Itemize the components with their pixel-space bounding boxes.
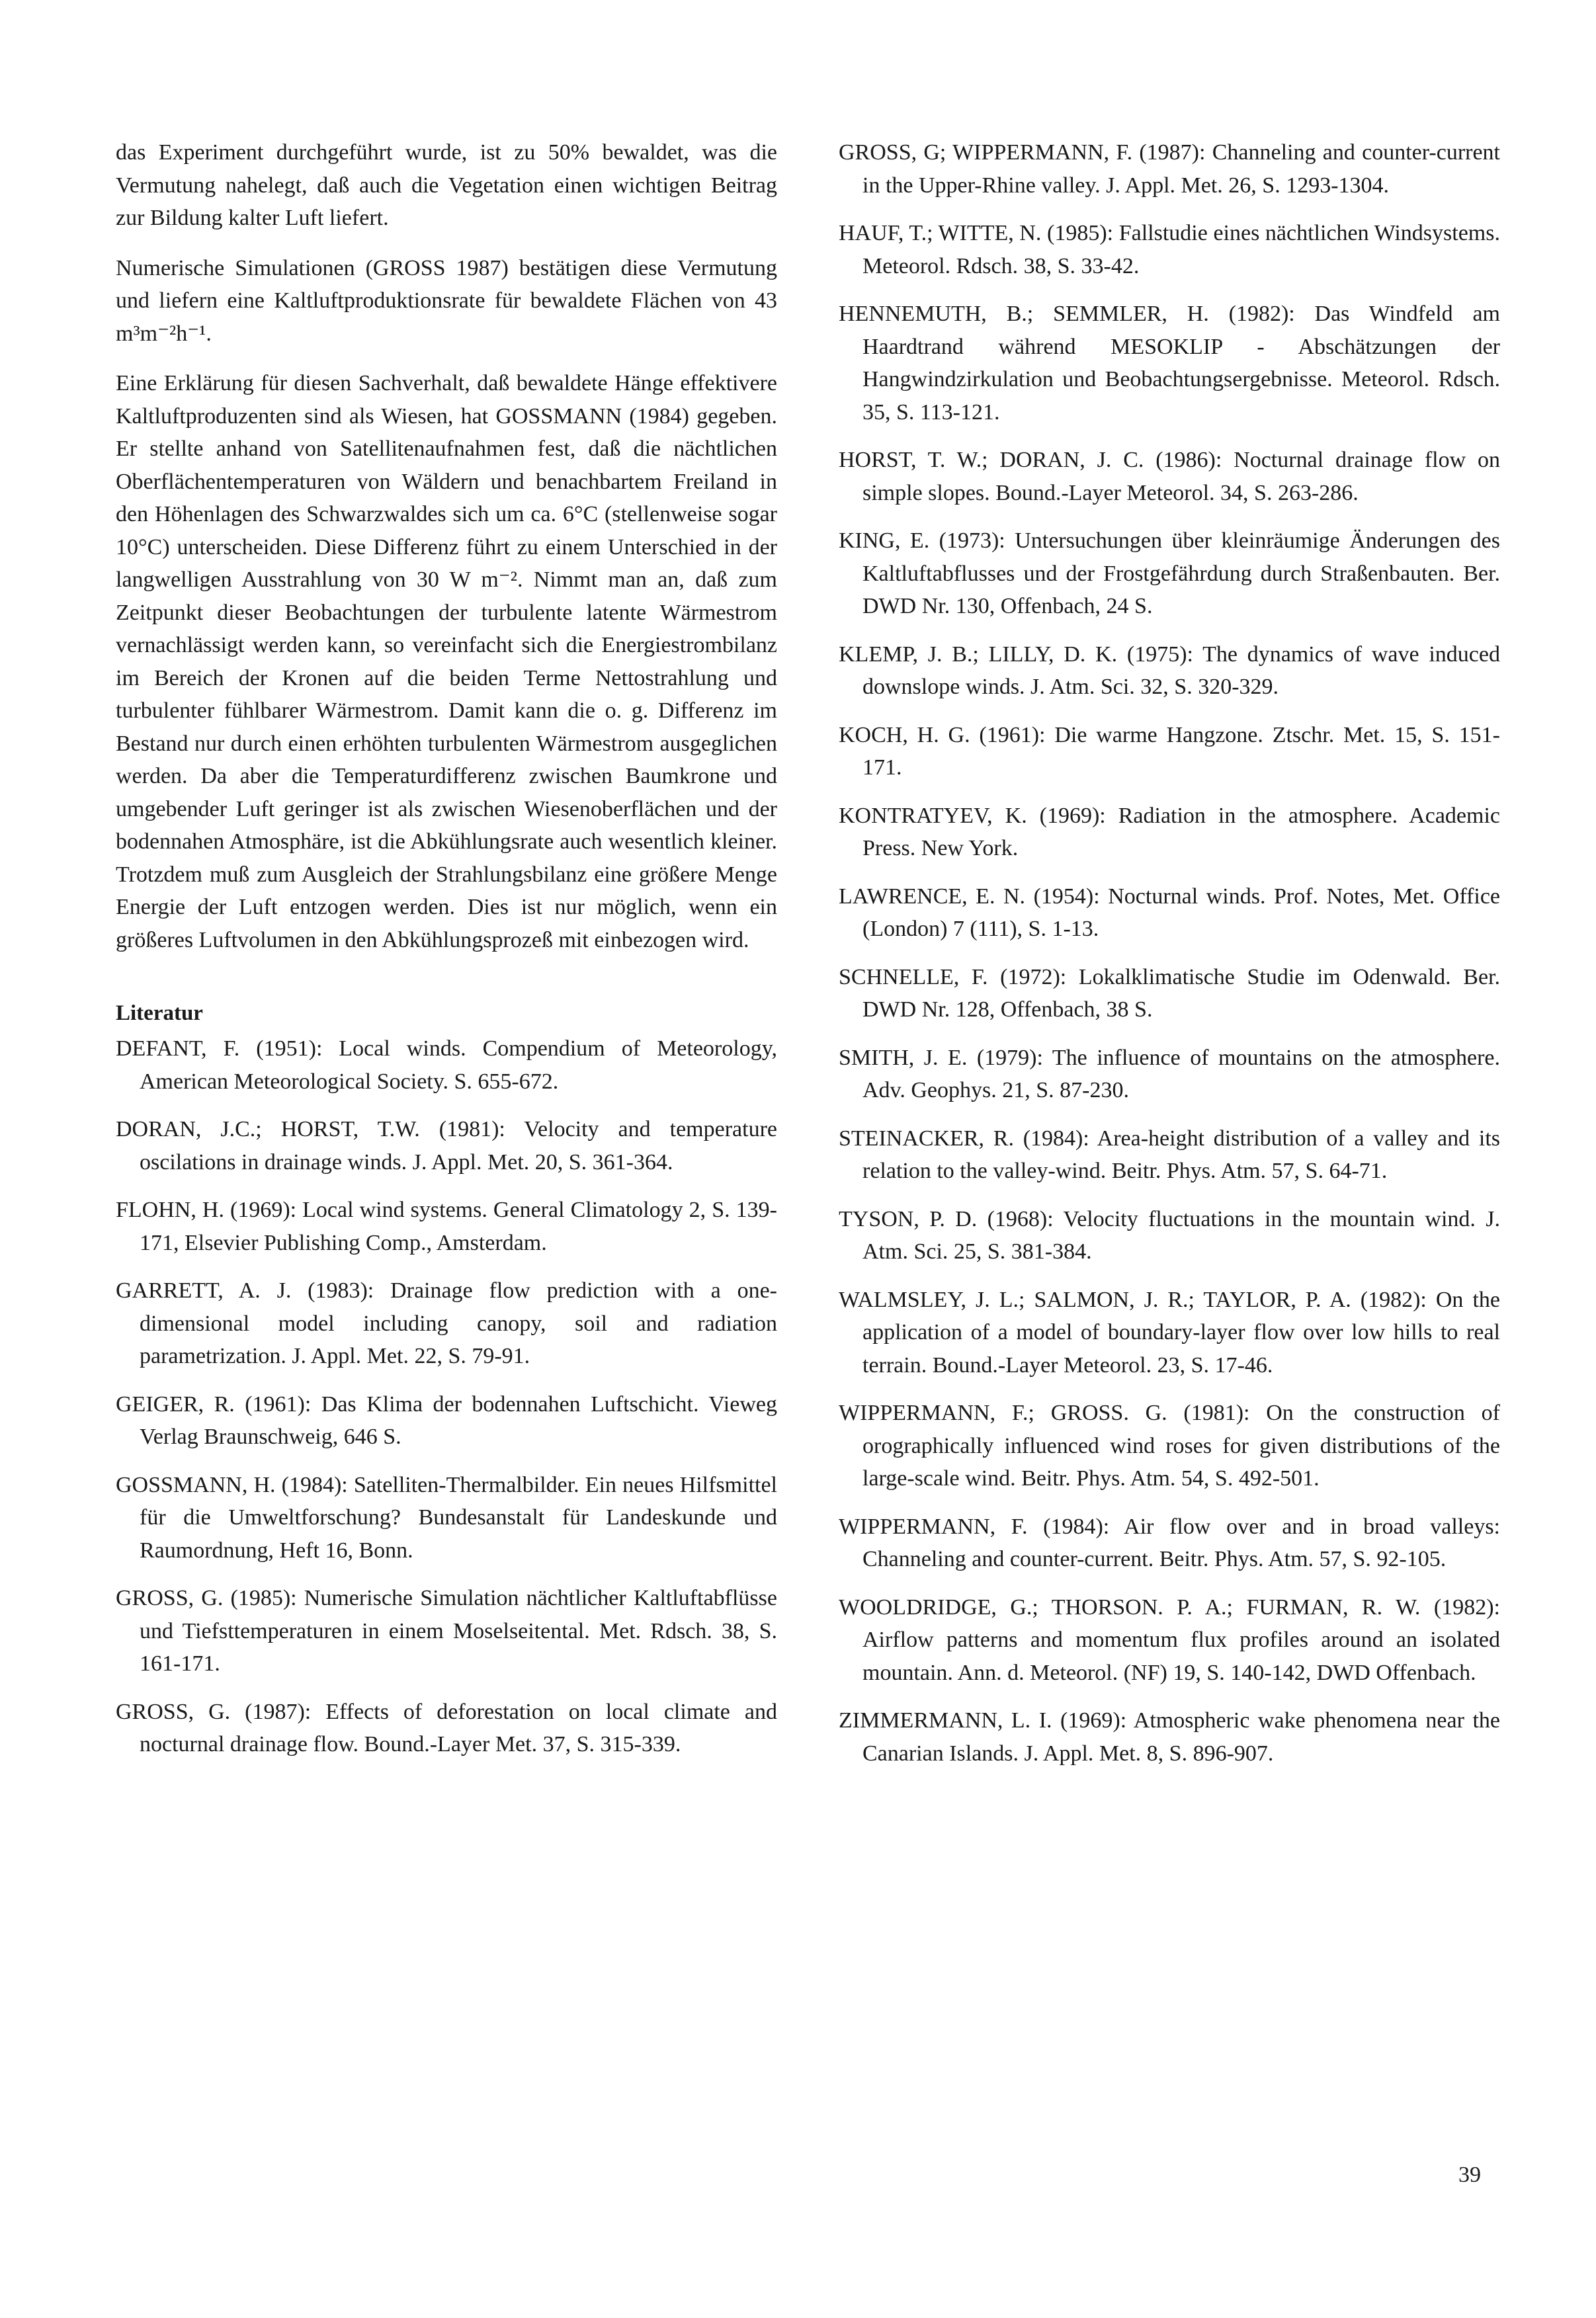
- reference-entry: GROSS, G. (1985): Numerische Simulation nächtlicher Kaltluftabflüsse und Tiefsttemperaturen in einem Moselseitental. Met. Rdsch. 38, S. 161-171.: [116, 1586, 777, 1676]
- reference-entry: GEIGER, R. (1961): Das Klima der bodennahen Luftschicht. Vieweg Verlag Braunschweig, 646 S.: [116, 1391, 777, 1449]
- left-column: [116, 136, 777, 1776]
- reference-entry: DORAN, J.C.; HORST, T.W. (1981): Velocity and temperature oscilations in drainage winds. J. Appl. Met. 20, S. 361-364.: [116, 1117, 777, 1175]
- reference-entry: LAWRENCE, E. N. (1954): Nocturnal winds. Prof. Notes, Met. Office (London) 7 (111), S. 1-13.: [839, 884, 1500, 941]
- reference-entry: HAUF, T.; WITTE, N. (1985): Fallstudie eines nächtlichen Windsystems. Meteorol. Rdsch. 38, S. 33-42.: [839, 221, 1500, 278]
- reference-entry: HENNEMUTH, B.; SEMMLER, H. (1982): Das Windfeld am Haardtrand während MESOKLIP - Abschätzungen der Hangwindzirkulation und Beobachtungsergebnisse. Meteorol. Rdsch. 35, S. 113-121.: [839, 302, 1500, 425]
- body-paragraph: das Experiment durchgeführt wurde, ist zu 50% bewaldet, was die Vermutung nahelegt, daß auch die Vegetation einen wichtigen Beitrag zur Bildung kalter Luft liefert.: [116, 140, 777, 230]
- reference-entry: HORST, T. W.; DORAN, J. C. (1986): Nocturnal drainage flow on simple slopes. Bound.-Layer Meteorol. 34, S. 263-286.: [839, 448, 1500, 505]
- reference-entry: KOCH, H. G. (1961): Die warme Hangzone. Ztschr. Met. 15, S. 151-171.: [839, 722, 1500, 780]
- reference-entry: KONTRATYEV, K. (1969): Radiation in the atmosphere. Academic Press. New York.: [839, 803, 1500, 860]
- reference-entry: DEFANT, F. (1951): Local winds. Compendium of Meteorology, American Meteorological Society. S. 655-672.: [116, 1036, 777, 1094]
- right-column: [839, 136, 1500, 1785]
- reference-entry: ZIMMERMANN, L. I. (1969): Atmospheric wake phenomena near the Canarian Islands. J. Appl. Met. 8, S. 896-907.: [839, 1708, 1500, 1766]
- reference-entry: SCHNELLE, F. (1972): Lokalklimatische Studie im Odenwald. Ber. DWD Nr. 128, Offenbach, 38 S.: [839, 964, 1500, 1022]
- page-number: 39: [1458, 2163, 1481, 2187]
- reference-entry: TYSON, P. D. (1968): Velocity fluctuations in the mountain wind. J. Atm. Sci. 25, S. 381-384.: [839, 1206, 1500, 1264]
- reference-entry: KING, E. (1973): Untersuchungen über kleinräumige Änderungen des Kaltluftabflusses und der Frostgefährdung durch Straßenbauten. Ber. DWD Nr. 130, Offenbach, 24 S.: [839, 528, 1500, 618]
- reference-entry: WOOLDRIDGE, G.; THORSON. P. A.; FURMAN, R. W. (1982): Airflow patterns and momentum flux profiles around an isolated mountain. Ann. d. Meteorol. (NF) 19, S. 140-142, DWD Offenbach.: [839, 1594, 1500, 1685]
- body-paragraph: Eine Erklärung für diesen Sachverhalt, daß bewaldete Hänge effektivere Kaltluftproduzenten sind als Wiesen, hat GOSSMANN (1984) gegeben. Er stellte anhand von Satellitenaufnahmen fest, daß die nächtlichen Oberflächentemperaturen von Wäldern und benachbartem Freiland in den Höhenlagen des Schwarzwaldes sich um ca. 6°C (stellenweise sogar 10°C) unterscheiden. Diese Differenz führt zu einem Unterschied in der langwelligen Ausstrahlung von 30 W m⁻². Nimmt man an, daß zum Zeitpunkt dieser Beobachtungen der turbulente latente Wärmestrom vernachlässigt werden kann, so vereinfacht sich die Energiestrombilanz im Bereich der Kronen auf die beiden Terme Nettostrahlung und turbulenter fühlbarer Wärmestrom. Damit kann die o. g. Differenz im Bestand nur durch einen erhöhten turbulenten Wärmestrom ausgeglichen werden. Da aber die Temperaturdifferenz zwischen Baumkrone und umgebender Luft geringer ist als zwischen Wiesenoberflächen und der bodennahen Atmosphäre, ist die Abkühlungsrate auch wesentlich kleiner. Trotzdem muß zum Ausgleich der Strahlungsbilanz eine größere Menge Energie der Luft entzogen werden. Dies ist nur möglich, wenn ein größeres Luftvolumen in den Abkühlungsprozeß mit einbezogen wird.: [116, 371, 777, 952]
- body-paragraph: Numerische Simulationen (GROSS 1987) bestätigen diese Vermutung und liefern eine Kaltluftproduktionsrate für bewaldete Flächen von 43 m³m⁻²h⁻¹.: [116, 255, 777, 346]
- reference-entry: WIPPERMANN, F. (1984): Air flow over and in broad valleys: Channeling and counter-current. Beitr. Phys. Atm. 57, S. 92-105.: [839, 1514, 1500, 1571]
- reference-entry: WIPPERMANN, F.; GROSS. G. (1981): On the construction of orographically influenced wind roses for given distributions of the large-scale wind. Beitr. Phys. Atm. 54, S. 492-501.: [839, 1401, 1500, 1491]
- reference-entry: FLOHN, H. (1969): Local wind systems. General Climatology 2, S. 139-171, Elsevier Publishing Comp., Amsterdam.: [116, 1198, 777, 1255]
- reference-entry: GROSS, G. (1987): Effects of deforestation on local climate and nocturnal drainage flow. Bound.-Layer Met. 37, S. 315-339.: [116, 1699, 777, 1757]
- reference-entry: GROSS, G; WIPPERMANN, F. (1987): Channeling and counter-current in the Upper-Rhine valley. J. Appl. Met. 26, S. 1293-1304.: [839, 140, 1500, 198]
- reference-entry: WALMSLEY, J. L.; SALMON, J. R.; TAYLOR, P. A. (1982): On the application of a model of boundary-layer flow over low hills to real terrain. Bound.-Layer Meteorol. 23, S. 17-46.: [839, 1287, 1500, 1378]
- reference-entry: GOSSMANN, H. (1984): Satelliten-Thermalbilder. Ein neues Hilfsmittel für die Umweltforschung? Bundesanstalt für Landeskunde und Raumordnung, Heft 16, Bonn.: [116, 1472, 777, 1563]
- reference-entry: STEINACKER, R. (1984): Area-height distribution of a valley and its relation to the valley-wind. Beitr. Phys. Atm. 57, S. 64-71.: [839, 1126, 1500, 1183]
- literature-heading: Literatur: [116, 1001, 203, 1025]
- reference-entry: SMITH, J. E. (1979): The influence of mountains on the atmosphere. Adv. Geophys. 21, S. 87-230.: [839, 1045, 1500, 1102]
- reference-entry: KLEMP, J. B.; LILLY, D. K. (1975): The dynamics of wave induced downslope winds. J. Atm. Sci. 32, S. 320-329.: [839, 642, 1500, 699]
- reference-entry: GARRETT, A. J. (1983): Drainage flow prediction with a one-dimensional model including canopy, soil and radiation parametrization. J. Appl. Met. 22, S. 79-91.: [116, 1278, 777, 1368]
